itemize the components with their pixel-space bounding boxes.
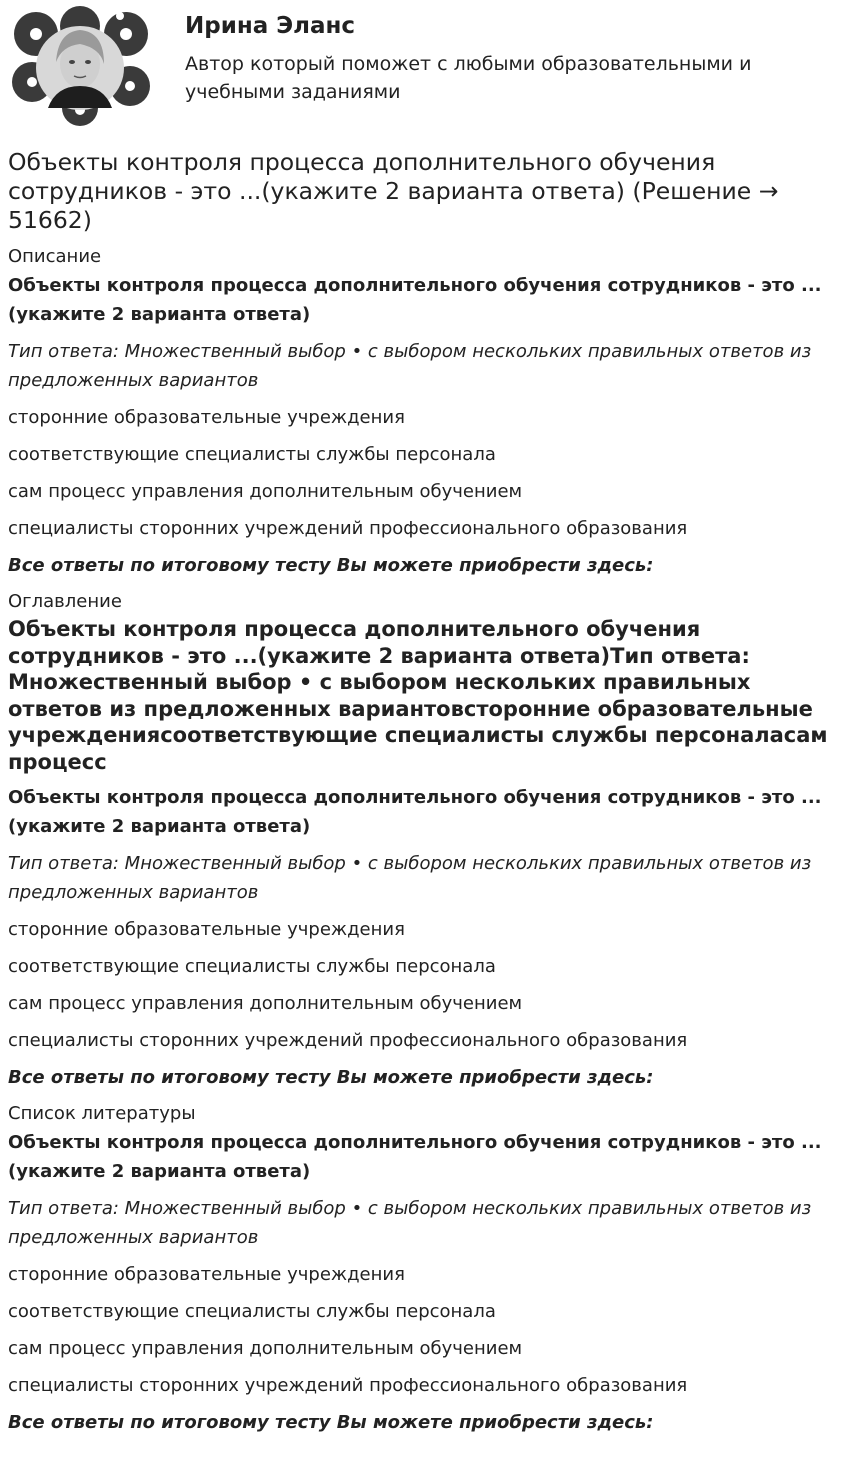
answer-option: соответствующие специалисты службы персонала [8, 444, 496, 465]
author-name[interactable]: Ирина Эланс [185, 13, 356, 39]
answer-type: Тип ответа: Множественный выбор • с выбором нескольких правильных ответов из предложенных вариантов [8, 1198, 812, 1248]
section-label-toc: Оглавление [8, 591, 122, 612]
buy-answers-text: Все ответы по итоговому тесту Вы можете приобрести здесь: [8, 1412, 654, 1433]
answer-option: специалисты сторонних учреждений профессионального образования [8, 1030, 688, 1051]
answer-option: сам процесс управления дополнительным обучением [8, 481, 523, 502]
buy-answers-text: Все ответы по итоговому тесту Вы можете приобрести здесь: [8, 1067, 654, 1088]
buy-answers-text: Все ответы по итоговому тесту Вы можете приобрести здесь: [8, 555, 654, 576]
author-avatar[interactable] [8, 4, 154, 128]
author-description: Автор который поможет с любыми образовательными и учебными заданиями [185, 53, 752, 103]
answer-type: Тип ответа: Множественный выбор • с выбором нескольких правильных ответов из предложенных вариантов [8, 341, 812, 391]
description-section [8, 245, 839, 580]
literature-section [8, 1102, 839, 1437]
toc-heading: Объекты контроля процесса дополнительного обучения сотрудников - это ...(укажите 2 варианта ответа)Тип ответа: Множественный выбор • с выбором нескольких правильных ответов из предложенных вариантовсторонние образовательные учрежденияcоответствующие специалисты службы персоналасам процесс [8, 617, 828, 774]
answer-type: Тип ответа: Множественный выбор • с выбором нескольких правильных ответов из предложенных вариантов [8, 853, 812, 903]
answer-option: сторонние образовательные учреждения [8, 1264, 405, 1285]
answer-option: соответствующие специалисты службы персонала [8, 956, 496, 977]
question-title: Объекты контроля процесса дополнительного обучения сотрудников - это ...(укажите 2 варианта ответа) [8, 275, 822, 325]
answer-option: сам процесс управления дополнительным обучением [8, 993, 523, 1014]
question-title: Объекты контроля процесса дополнительного обучения сотрудников - это ...(укажите 2 варианта ответа) [8, 1132, 822, 1182]
toc-section [8, 590, 839, 1092]
answer-option: сам процесс управления дополнительным обучением [8, 1338, 523, 1359]
answer-option: сторонние образовательные учреждения [8, 407, 405, 428]
section-label-description: Описание [8, 246, 102, 267]
answer-option: специалисты сторонних учреждений профессионального образования [8, 518, 688, 539]
page-title: Объекты контроля процесса дополнительного обучения сотрудников - это ...(укажите 2 варианта ответа) (Решение → 51662) [8, 148, 779, 234]
question-title: Объекты контроля процесса дополнительного обучения сотрудников - это ...(укажите 2 варианта ответа) [8, 787, 822, 837]
author-block [8, 0, 839, 140]
answer-option: соответствующие специалисты службы персонала [8, 1301, 496, 1322]
section-label-literature: Список литературы [8, 1103, 196, 1124]
answer-option: специалисты сторонних учреждений профессионального образования [8, 1375, 688, 1396]
answer-option: сторонние образовательные учреждения [8, 919, 405, 940]
